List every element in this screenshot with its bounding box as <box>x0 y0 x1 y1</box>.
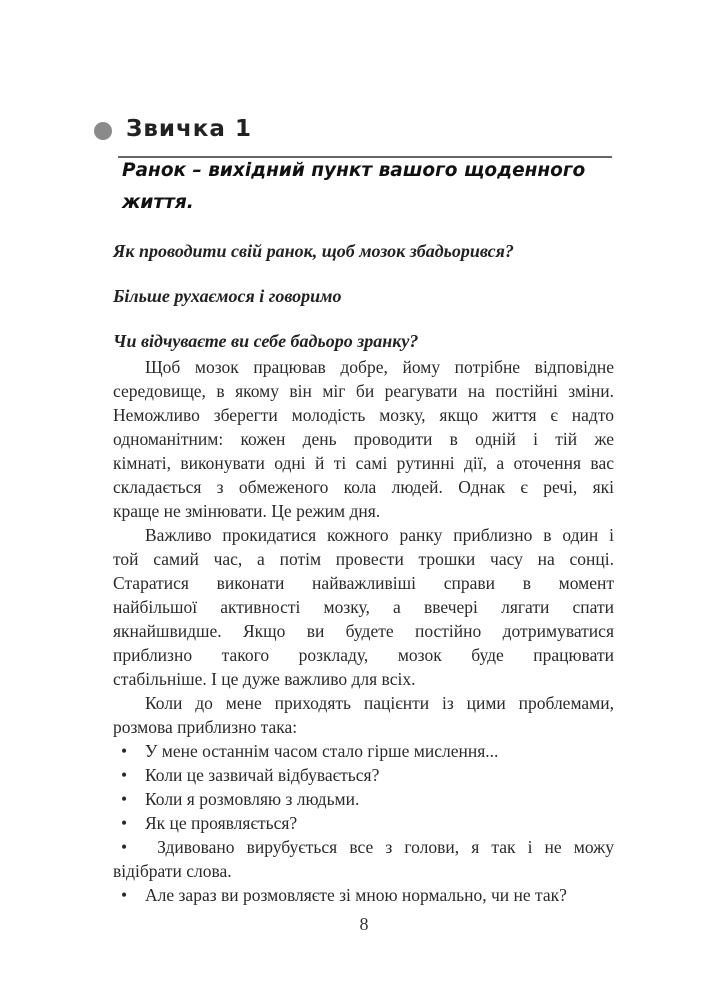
body-line: середовище, в якому він міг би реагувати на постійні зміни. <box>113 381 614 401</box>
dialogue-bullet: • Коли це зазвичай відбувається? <box>121 765 380 785</box>
body-line: Коли до мене приходять пацієнти із цими проблемами, <box>145 693 614 713</box>
body-line: краще не змінювати. Це режим дня. <box>113 501 381 521</box>
dialogue-bullet: • Як це проявляється? <box>121 813 298 833</box>
bullet-icon: • <box>121 789 128 809</box>
body-line: стабільніше. І це дуже важливо для всіх. <box>113 669 416 689</box>
bullet-icon: • <box>121 765 128 785</box>
section-question: Чи відчуваєте ви себе бадьоро зранку? <box>113 331 419 351</box>
body-line: розмова приблизно така: <box>113 717 298 737</box>
body-line: Старатися виконати найважливіші справи в момент <box>113 573 614 593</box>
body-line: одноманітним: кожен день проводити в одній і тій же <box>113 429 614 449</box>
dialogue-bullet: • Коли я розмовляю з людьми. <box>121 789 360 809</box>
body-line: Неможливо зберегти молодість мозку, якщо життя є надто <box>113 405 614 425</box>
body-line: Щоб мозок працював добре, йому потрібне відповідне <box>145 357 614 377</box>
dialogue-bullet: • Здивовано вирубується все з голови, я так і не можу <box>121 837 615 857</box>
chapter-heading: Звичка 1 <box>126 116 252 142</box>
bullet-icon: • <box>121 837 128 857</box>
subtitle-line: Ранок – вихідний пункт вашого щоденного <box>122 160 586 181</box>
body-line: приблизно такого розкладу, мозок буде працювати <box>113 645 614 665</box>
body-line: якнайшвидше. Якщо ви будете постійно дотримуватися <box>113 621 614 641</box>
body-line: кімнаті, виконувати одні й ті самі рутинні дії, а оточення вас <box>113 453 614 473</box>
heading-bullet-icon <box>94 122 112 140</box>
body-line: Важливо прокидатися кожного ранку приблизно в один і <box>145 525 614 545</box>
page-number: 8 <box>359 914 369 934</box>
dialogue-bullet: • Але зараз ви розмовляєте зі мною нормально, чи не так? <box>121 885 567 905</box>
dialogue-bullet: • У мене останнім часом стало гірше мислення... <box>121 741 499 761</box>
body-line: найбільшої активності мозку, а ввечері лягати спати <box>113 597 614 617</box>
body-line: той самий час, а потім провести трошки часу на сонці. <box>113 549 614 569</box>
section-subheading: Більше рухаємося і говоримо <box>113 286 342 306</box>
bullet-icon: • <box>121 813 128 833</box>
bullet-icon: • <box>121 741 128 761</box>
body-line: відібрати слова. <box>113 861 232 881</box>
body-line: складається з обмеженого кола людей. Однак є речі, які <box>113 477 614 497</box>
bullet-icon: • <box>121 885 128 905</box>
heading-divider <box>118 156 612 158</box>
subtitle-line: життя. <box>122 192 194 213</box>
section-question: Як проводити свій ранок, щоб мозок збадьорився? <box>113 241 514 261</box>
